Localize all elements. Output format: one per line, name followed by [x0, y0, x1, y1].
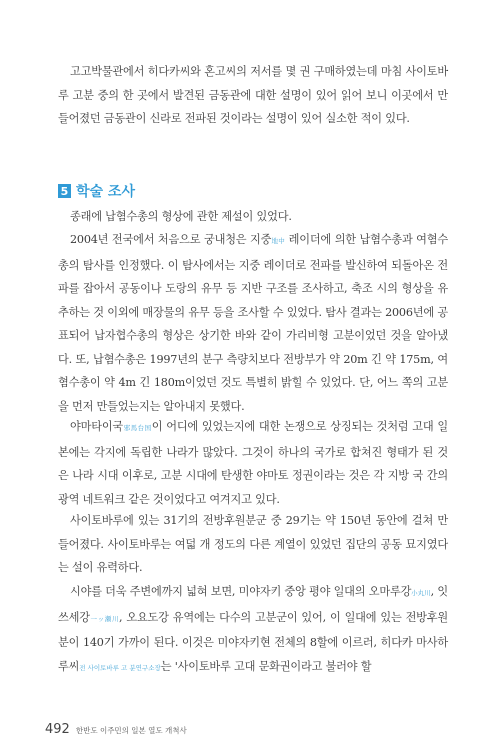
paragraph-3: [58, 415, 448, 511]
paragraph-4: [58, 509, 448, 580]
gloss-jijung: 地中: [271, 237, 286, 245]
gloss-yamataikoku: 邪馬台国: [123, 424, 152, 432]
paragraph-5-text-a: 시야를 더욱 주변에까지 넓혀 보면, 미야자키 중앙 평야 일대의 오마루강: [70, 585, 412, 598]
paragraph-1-text: 종래에 납혐수총의 형상에 관한 제설이 있었다.: [70, 210, 292, 223]
paragraph-3-text-a: 야마타이국: [70, 420, 124, 433]
gloss-former-director: 전 사이토바루 고 분연구소장: [79, 663, 161, 672]
book-title: 한반도 이주민의 일본 열도 개척사: [75, 726, 187, 735]
paragraph-5: [58, 580, 448, 680]
paragraph-2: [58, 228, 448, 418]
section-title: 학술 조사: [76, 184, 135, 200]
gloss-itsusegawa: 一ッ瀬川: [89, 614, 119, 623]
gloss-omarugawa: 小丸川: [411, 589, 431, 597]
page-number: 492: [45, 722, 70, 737]
page-footer: [45, 722, 187, 737]
section-heading: [58, 181, 135, 201]
paragraph-4-text: 사이토바루에 있는 31기의 전방후원분군 중 29기는 약 150년 동안에 걸쳐 만들어졌다. 사이토바루는 여덟 개 정도의 다른 계열이 있었던 집단의 공동 묘지였다는 설이 유력하다.: [58, 514, 448, 574]
paragraph-5-text-b: , 잇쓰세강: [58, 585, 448, 624]
paragraph-5-text-d: 는 '사이토바루 고대 문화권이라고 불러야 할: [160, 659, 372, 673]
section-number-badge: 5: [58, 184, 71, 198]
intro-text: 고고박물관에서 히다카씨와 혼고씨의 저서를 몇 권 구매하였는데 마침 사이토바루 고분 중의 한 곳에서 발견된 금동관에 대한 설명이 있어 읽어 보니 이곳에서 만들어졌던 금동관이 신라로 전파된 것이라는 설명이 있어 실소한 적이 있다.: [58, 65, 448, 125]
paragraph-1: [58, 205, 448, 229]
intro-paragraph: [58, 60, 448, 131]
paragraph-3-text-b: 이 어디에 있었는지에 대한 논쟁으로 상징되는 것처럼 고대 일본에는 각지에 독립한 나라가 많았다. 그것이 하나의 국가로 합쳐진 형태가 된 것은 나라 시대 이후로, 고분 시대에 탄생한 야마토 정권이라는 것은 각 지방 국 간의 광역 네트워크 같은 것이었다고 여겨지고 있다.: [58, 420, 449, 506]
paragraph-5-text-c: , 오요도강 유역에는 다수의 고분군이 있어, 이 일대에 있는 전방후원분이 140기 가까이 된다. 이것은 미야자키현 전체의 8할에 이르러, 히다카 마사하루씨: [58, 610, 449, 673]
paragraph-2-text-a: 2004년 전국에서 처음으로 궁내청은 지중: [70, 233, 272, 246]
paragraph-2-text-b: 레이더에 의한 납혐수총과 여혐수총의 탐사를 인정했다. 이 탐사에서는 지중 레이더로 전파를 발신하여 되돌아온 전파를 잡아서 공동이나 도랑의 유무 등 지반 구조를 조사하고, 축조 시의 형상을 유추하는 것 이외에 매장물의 유무 등을 조사할 수 있었다. 탐사 결과는 2006년에 공표되어 납자협수총의 형상은 상기한 바와 같이 가리비형 고분이었던 것을 알아냈다. 또, 납혐수총은 1997년의 분구 측량치보다 전방부가 약 20m 긴 약 175m, 여혐수총이 약 4m 긴 180m이었던 것도 특별히 밝힐 수 있었다. 단, 어느 쪽의 고분을 먼저 만들었는지는 알아내지 못했다.: [58, 233, 448, 413]
